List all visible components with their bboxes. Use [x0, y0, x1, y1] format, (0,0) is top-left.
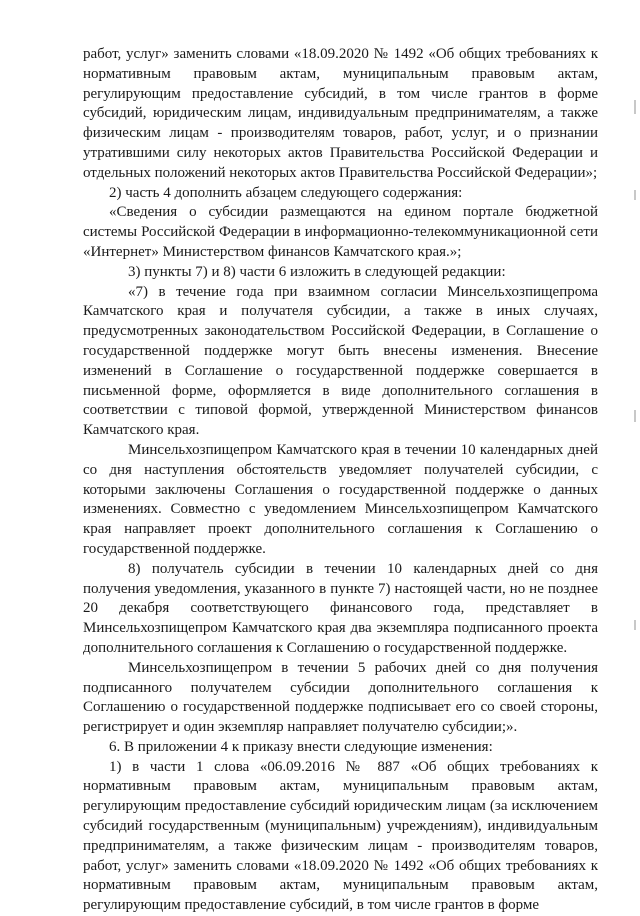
- paragraph-8: Минсельхозпищепром в течении 5 рабочих дней со дня получения подписанного получателем субсидии дополнительного соглашения к Соглашению о государственной поддержке подписывает его со своей стороны, регистрирует и один экземпляр направляет получателю субсидии;».: [83, 659, 598, 736]
- scan-edge-mark: [634, 190, 636, 200]
- scan-edge-mark: [634, 410, 636, 422]
- paragraph-4: 3) пункты 7) и 8) части 6 изложить в следующей редакции:: [128, 263, 506, 280]
- paragraph-2: 2) часть 4 дополнить абзацем следующего содержания:: [109, 184, 463, 201]
- paragraph-10: 1) в части 1 слова «06.09.2016 № 887 «Об общих требованиях к нормативным правовым актам, муниципальным правовым актам, регулирующим предоставление субсидий юридическим лицам (за исключением субсидий государственным (муниципальным) учреждениям), индивидуальным предпринимателям, а также физическим лицам - производителям товаров, работ, услуг» заменить словами «18.09.2020 № 1492 «Об общих требованиях к нормативным правовым актам, муниципальным правовым актам, регулирующим предоставление субсидий, в том числе грантов в форме: [83, 758, 598, 914]
- scan-edge-mark: [634, 620, 636, 630]
- paragraph-9: 6. В приложении 4 к приказу внести следующие изменения:: [109, 738, 493, 755]
- paragraph-1: работ, услуг» заменить словами «18.09.2020 № 1492 «Об общих требованиях к нормативным правовым актам, муниципальным правовым актам, регулирующим предоставление субсидий, в том числе грантов в форме субсидий, юридическим лицам, индивидуальным предпринимателям, а также физическим лицам - производителям товаров, работ, услуг, и о признании утратившими силу некоторых актов Правительства Российской Федерации и отдельных положений некоторых актов Правительства Российской Федерации»;: [83, 46, 598, 181]
- paragraph-6: Минсельхозпищепром Камчатского края в течении 10 календарных дней со дня наступления обстоятельств уведомляет получателей субсидии, с которыми заключены Соглашения о государственной поддержке о данных изменениях. Совместно с уведомлением Минсельхозпищепром Камчатского края направляет проект дополнительного соглашения к Соглашению о государственной поддержке.: [83, 441, 598, 557]
- document-page: [83, 45, 598, 916]
- paragraph-7: 8) получатель субсидии в течении 10 календарных дней со дня получения уведомления, указанного в пункте 7) настоящей части, но не позднее 20 декабря соответствующего финансового года, представляет в Минсельхозпищепром Камчатского края два экземпляра подписанного проекта дополнительного соглашения к Соглашению о государственной поддержке.: [83, 560, 598, 656]
- scan-edge-mark: [634, 100, 636, 114]
- paragraph-5: «7) в течение года при взаимном согласии Минсельхозпищепрома Камчатского края и получателя субсидии, а также в иных случаях, предусмотренных законодательством Российской Федерации, в Соглашение о государственной поддержке могут быть внесены изменения. Внесение изменений в Соглашение о государственной поддержке совершается в письменной форме, оформляется в виде дополнительного соглашения в соответствии с типовой формой, утвержденной Министерством финансов Камчатского края.: [83, 283, 598, 439]
- paragraph-3: «Сведения о субсидии размещаются на едином портале бюджетной системы Российской Федерации в информационно-телекоммуникационной сети «Интернет» Министерством финансов Камчатского края.»;: [83, 204, 598, 260]
